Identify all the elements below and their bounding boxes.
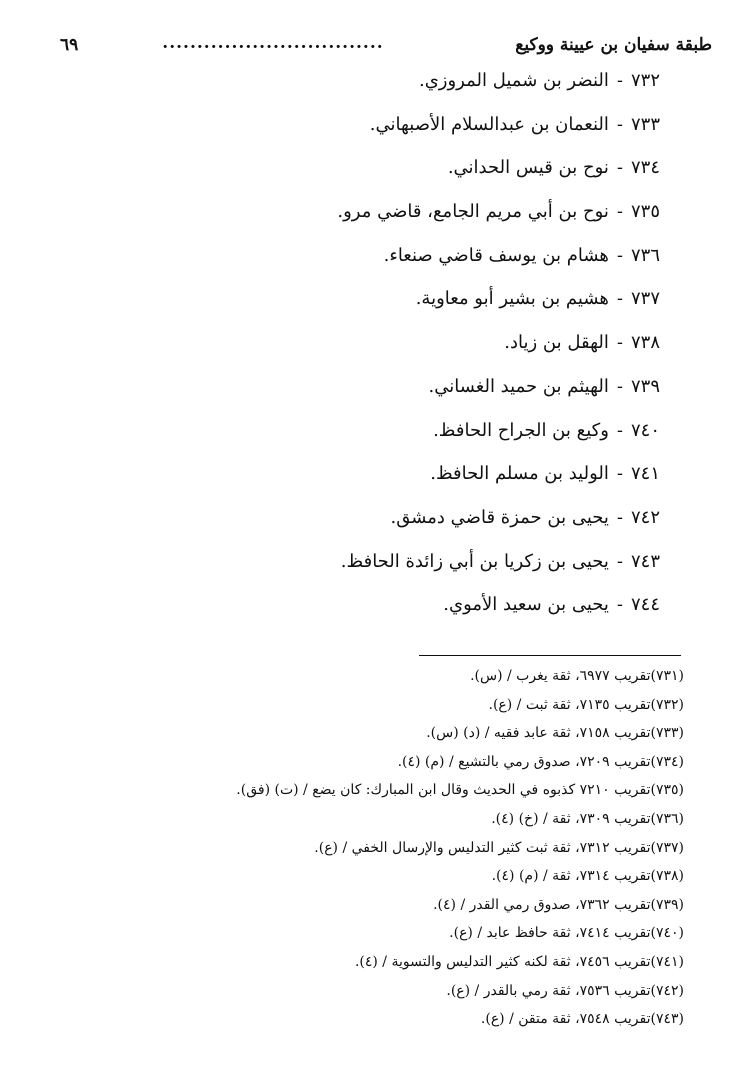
entry-number: ٧٤١ [630,463,660,485]
entry-name: يحيى بن سعيد الأموي. [443,594,609,616]
entry-number: ٧٣٩ [630,375,660,397]
entry-number: ٧٣٧ [630,288,660,310]
entry-number: ٧٣٥ [630,201,660,223]
footnote: (٧٤٠)تقريب ٧٤١٤، ثقة حافظ عابد / (ع). [449,925,684,942]
chapter-title: طبقة سفيان بن عيينة ووكيع [515,35,712,55]
entry-name: الهيثم بن حميد الغساني. [428,375,609,397]
entry-number: ٧٤٢ [630,506,660,528]
entry-name: يحيى بن زكريا بن أبي زائدة الحافظ. [340,550,609,572]
entry-number: ٧٣٦ [630,244,660,266]
entry-dash: - [616,288,623,310]
entry-dash: - [616,157,623,179]
list-item [100,369,660,413]
list-item [100,281,660,325]
list-item [100,456,660,500]
list-item [100,325,660,369]
list-item [100,194,660,238]
list-item [100,63,660,107]
entry-dash: - [616,201,623,223]
entry-dash: - [616,70,623,91]
entry-name: وكيع بن الجراح الحافظ. [433,419,609,441]
entry-dash: - [616,244,623,266]
entry-name: نوح بن قيس الحداني. [447,157,609,179]
footnote: (٧٣١)تقريب ٦٩٧٧، ثقة يغرب / (س). [470,668,684,684]
entry-dash: - [616,375,623,397]
list-item [100,150,660,194]
footnote: (٧٣٩)تقريب ٧٣٦٢، صدوق رمي القدر / (٤). [433,896,684,913]
entry-dash: - [616,550,623,572]
entry-name: يحيى بن حمزة قاضي دمشق. [390,506,609,528]
narrator-list [100,63,660,631]
footnote-divider [419,655,681,656]
entry-number: ٧٣٨ [630,332,660,354]
entry-dash: - [616,463,623,485]
footnote: (٧٣٢)تقريب ٧١٣٥، ثقة ثبت / (ع). [488,696,684,713]
list-item [100,500,660,544]
footnote: (٧٣٣)تقريب ٧١٥٨، ثقة عابد فقيه / (د) (س). [426,725,684,742]
entry-dash: - [616,506,623,528]
entry-name: هشيم بن بشير أبو معاوية. [415,288,609,310]
entry-name: الهقل بن زياد. [504,332,609,354]
footnote: (٧٣٦)تقريب ٧٣٠٩، ثقة / (خ) (٤). [491,810,684,827]
entry-name: النعمان بن عبدالسلام الأصبهاني. [369,113,609,135]
entry-number: ٧٣٢ [630,70,660,91]
running-header [60,30,712,60]
entry-name: هشام بن يوسف قاضي صنعاء. [383,244,609,266]
entry-number: ٧٤٣ [630,550,660,572]
footnote: (٧٣٧)تقريب ٧٣١٢، ثقة ثبت كثير التدليس والإرسال الخفي / (ع). [314,839,684,856]
footnote: (٧٣٥)تقريب ٧٢١٠ كذبوه في الحديث وقال ابن المبارك: كان يضع / (ت) (فق). [236,782,684,799]
footnote: (٧٣٨)تقريب ٧٣١٤، ثقة / (م) (٤). [491,868,684,885]
entry-name: الوليد بن مسلم الحافظ. [430,463,609,485]
entry-name: النضر بن شميل المروزي. [418,70,609,91]
footnote: (٧٣٤)تقريب ٧٢٠٩، صدوق رمي بالتشيع / (م) (٤). [397,753,684,770]
header-leader-dots: ................................ [162,33,384,53]
footnote: (٧٤١)تقريب ٧٤٥٦، ثقة لكنه كثير التدليس والتسوية / (٤). [354,953,684,970]
entry-dash: - [616,594,623,616]
entry-name: نوح بن أبي مريم الجامع، قاضي مرو. [337,201,609,223]
entry-dash: - [616,419,623,441]
entry-dash: - [616,332,623,354]
entry-number: ٧٤٤ [630,594,660,616]
list-item [100,107,660,151]
footnote: (٧٤٣)تقريب ٧٥٤٨، ثقة متقن / (ع). [480,1011,684,1028]
list-item [100,413,660,457]
list-item [100,587,660,631]
list-item [100,238,660,282]
entry-number: ٧٣٣ [630,113,660,135]
entry-number: ٧٣٤ [630,157,660,179]
entry-number: ٧٤٠ [630,419,660,441]
list-item [100,544,660,588]
entry-dash: - [616,113,623,135]
footnotes-list [64,665,684,1037]
page-number: ٦٩ [60,35,79,55]
footnote: (٧٤٢)تقريب ٧٥٣٦، ثقة رمي بالقدر / (ع). [446,982,684,999]
